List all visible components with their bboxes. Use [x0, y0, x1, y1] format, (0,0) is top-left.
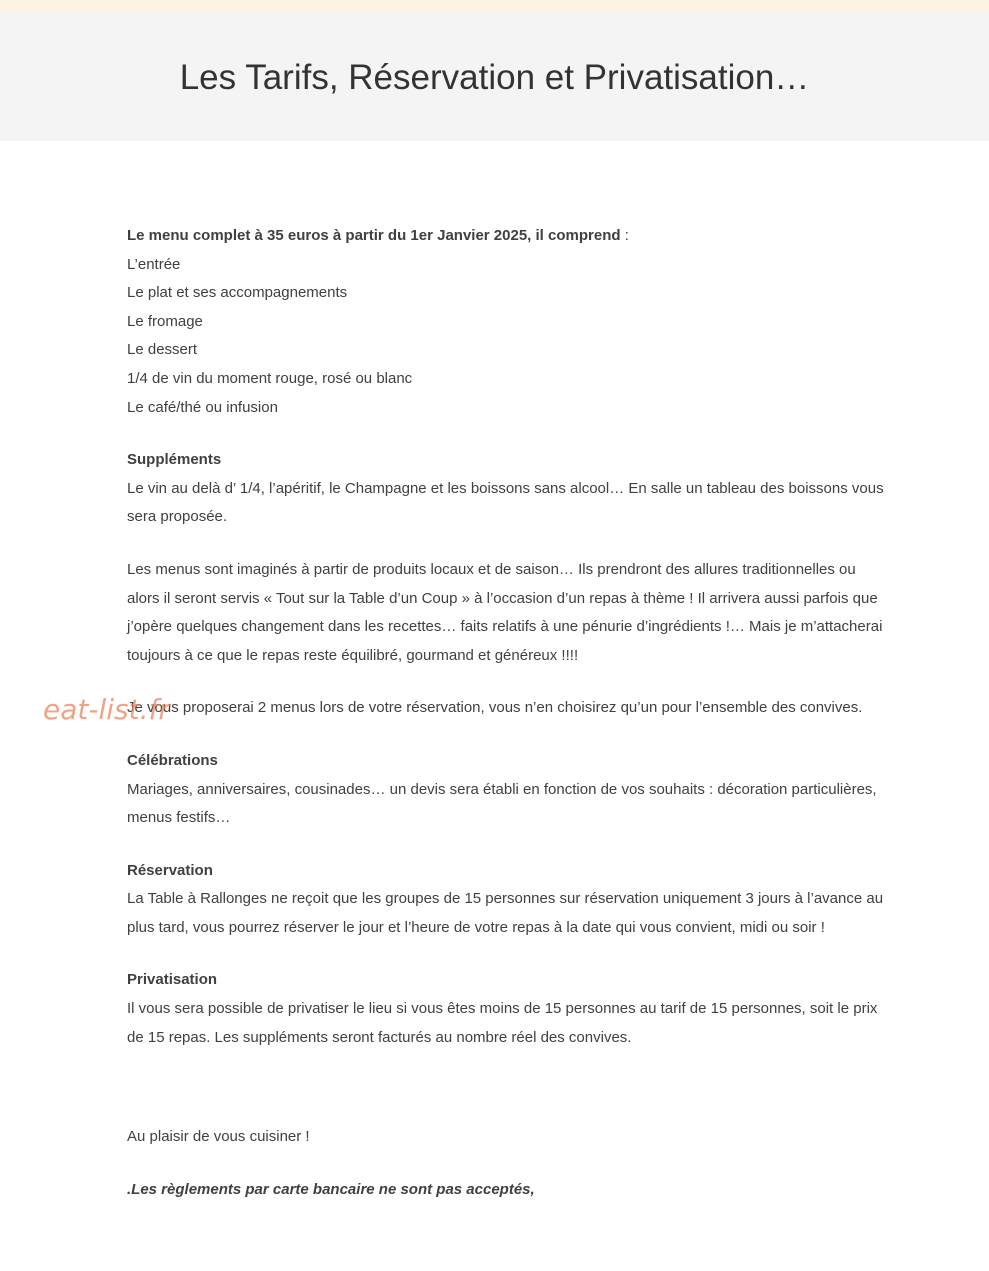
- menu-item-cafe: Le café/thé ou infusion: [127, 398, 278, 416]
- menu-item-plat: Le plat et ses accompagnements: [127, 284, 348, 302]
- celebrations-heading: Célébrations: [127, 751, 218, 769]
- watermark: eat-list.fr: [43, 693, 170, 726]
- spacer: [127, 1052, 887, 1076]
- menu-item-entree: L’entrée: [127, 255, 181, 273]
- menu-item-vin: 1/4 de vin du moment rouge, rosé ou blanc: [127, 369, 413, 387]
- celebrations-text: Mariages, anniversaires, cousinades… un devis sera établi en fonction de vos souhaits : décoration particulières, menus festifs…: [127, 780, 877, 827]
- menu-item-fromage: Le fromage: [127, 312, 203, 330]
- spacer: [127, 1076, 887, 1100]
- privatisation-heading: Privatisation: [127, 971, 218, 989]
- menu-heading-suffix: :: [620, 227, 629, 244]
- top-strip: [0, 0, 989, 12]
- menu-heading-bold: Le menu complet à 35 euros à partir du 1er Janvier 2025, il comprend: [127, 227, 621, 244]
- menus-paragraph: Les menus sont imaginés à partir de produits locaux et de saison… Ils prendront des allures traditionnelles ou alors il seront servis « Tout sur la Table d’un Coup » à l’occasion d’un repas à thème ! Il arrivera aussi parfois que j’opère quelques changement dans les recettes… faits relatifs à une pénurie d’ingrédients !… Mais je m’attacherai toujours à ce que le repas reste équilibré, gourmand et généreux !!!!: [127, 560, 883, 664]
- main-content: [127, 222, 887, 1204]
- spacer: [127, 422, 887, 446]
- reservation-heading: Réservation: [127, 861, 213, 879]
- choice-paragraph: Je vous proposerai 2 menus lors de votre réservation, vous n’en choisirez qu’un pour l’ensemble des convives.: [127, 699, 863, 717]
- spacer: [127, 942, 887, 966]
- reservation-text: La Table à Rallonges ne reçoit que les groupes de 15 personnes sur réservation uniquement 3 jours à l’avance au plus tard, vous pourrez réserver le jour et l’heure de votre repas à la date qui vous convient, midi ou soir !: [127, 890, 884, 936]
- spacer: [127, 833, 887, 857]
- closing-text: Au plaisir de vous cuisiner !: [127, 1128, 310, 1146]
- spacer: [127, 1152, 887, 1176]
- payment-note: .Les règlements par carte bancaire ne sont pas acceptés,: [127, 1180, 535, 1198]
- spacer: [127, 723, 887, 747]
- menu-heading: [127, 222, 887, 251]
- spacer: [127, 532, 887, 556]
- spacer: [127, 670, 887, 694]
- supplements-heading: Suppléments: [127, 451, 222, 469]
- page-title: Les Tarifs, Réservation et Privatisation…: [179, 58, 810, 97]
- privatisation-text: Il vous sera possible de privatiser le lieu si vous êtes moins de 15 personnes au tarif de 15 personnes, soit le prix de 15 repas. Les suppléments seront facturés au nombre réel des convives.: [127, 1000, 878, 1046]
- spacer: [127, 1100, 887, 1123]
- supplements-text: Le vin au delà d’ 1/4, l’apéritif, le Champagne et les boissons sans alcool… En salle un tableau des boissons vous sera proposée.: [127, 479, 884, 526]
- page-header: [0, 12, 989, 141]
- menu-item-dessert: Le dessert: [127, 341, 198, 359]
